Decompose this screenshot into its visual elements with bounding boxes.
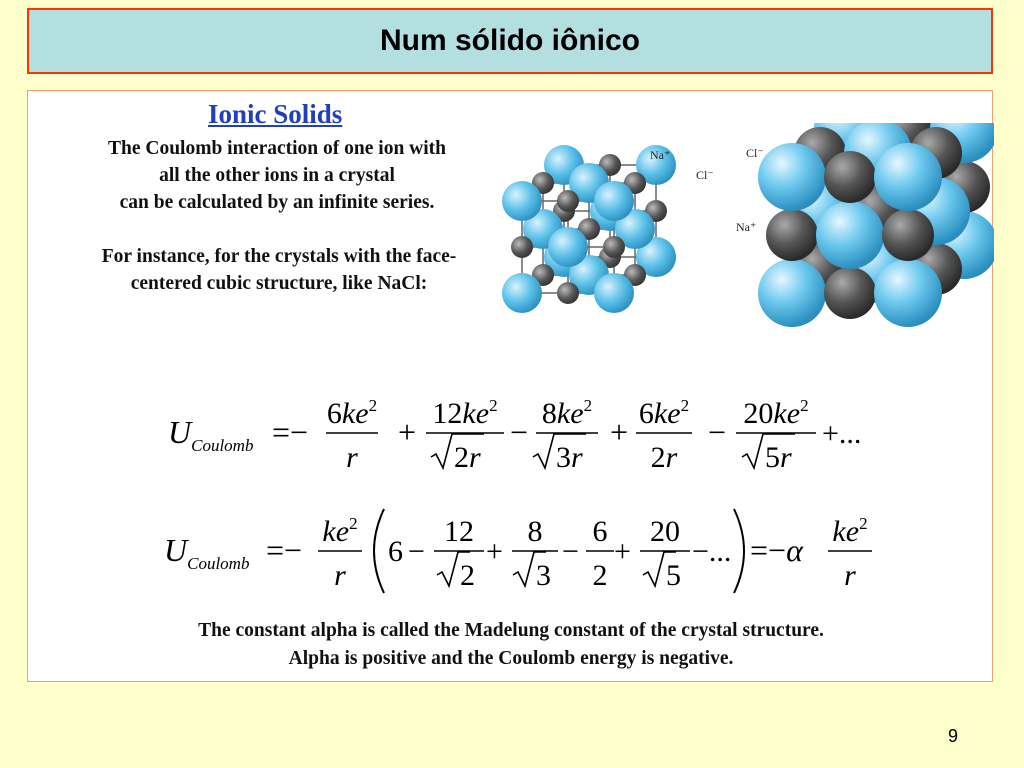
intro-line: can be calculated by an infinite series. [119,192,435,213]
section-heading: Ionic Solids [208,99,343,129]
intro-line: The Coulomb interaction of one ion with [107,138,446,159]
equation-ellipsis: +... [822,417,862,450]
slide-title: Num sólido iônico [380,24,640,57]
intro-line: all the other ions in a crystal [159,165,395,186]
fraction-denominator: 2r [454,441,481,474]
equation-operator: + [398,414,417,450]
conclusion-line: The constant alpha is called the Madelung constant of the crystal structure. [198,620,824,641]
example-line: centered cubic structure, like NaCl: [130,273,428,294]
page-number: 9 [948,726,959,746]
content-panel [27,90,993,682]
equation-operator: =−α [750,532,803,568]
cl-label: Cl⁻ [746,146,764,160]
fraction-numerator: 8 [527,515,543,548]
coulomb-equations [28,91,994,611]
equation-operator: − [408,535,425,568]
fraction-numerator: $ke^2$ [832,514,868,548]
fraction-numerator: $8ke^2$ [541,396,593,430]
fraction-denominator: r [334,559,346,592]
fraction-denominator: 2r [650,441,678,474]
fraction-numerator: $20ke^2$ [743,396,809,430]
fraction-numerator: $6ke^2$ [326,396,378,430]
fraction-denominator: r [346,441,358,474]
equation-term: 6 [388,535,403,568]
fraction-denominator: r [844,559,856,592]
coulomb-energy-symbol: $U_{Coulomb}$ [168,414,254,455]
fraction-numerator: $6ke^2$ [638,396,690,430]
equation-operator: − [510,414,529,450]
fraction-numerator: 20 [650,515,680,548]
equation-operator: + [610,414,629,450]
na-label: Na⁺ [650,148,671,162]
cl-label: Cl⁻ [696,168,714,182]
coulomb-series-equation [168,396,861,474]
fraction-numerator: $ke^2$ [322,514,358,548]
example-line: For instance, for the crystals with the face- [101,246,457,267]
equation-operator: =− [266,532,303,568]
equation-operator: + [614,535,631,568]
fraction-denominator: 3r [556,441,583,474]
fraction-numerator: 12 [444,515,474,548]
na-label: Na⁺ [736,220,757,234]
fraction-numerator: $12ke^2$ [432,396,498,430]
equation-operator: − [562,535,579,568]
equation-ellipsis: −... [692,535,732,568]
fraction-denominator: 2 [460,559,475,592]
conclusion-text [28,617,994,673]
equation-operator: + [486,535,503,568]
equation-operator: − [708,414,727,450]
fraction-denominator: 3 [536,559,551,592]
left-paren [374,509,384,593]
right-paren [734,509,744,593]
coulomb-energy-symbol: $U_{Coulomb}$ [164,532,250,573]
slide-title-box [27,8,993,74]
equation-operator: =− [272,414,309,450]
madelung-equation [164,509,872,593]
fraction-denominator: 5r [765,441,792,474]
fraction-denominator: 2 [592,559,608,592]
conclusion-line: Alpha is positive and the Coulomb energy is negative. [288,648,734,669]
fraction-denominator: 5 [666,559,681,592]
fraction-numerator: 6 [592,515,608,548]
